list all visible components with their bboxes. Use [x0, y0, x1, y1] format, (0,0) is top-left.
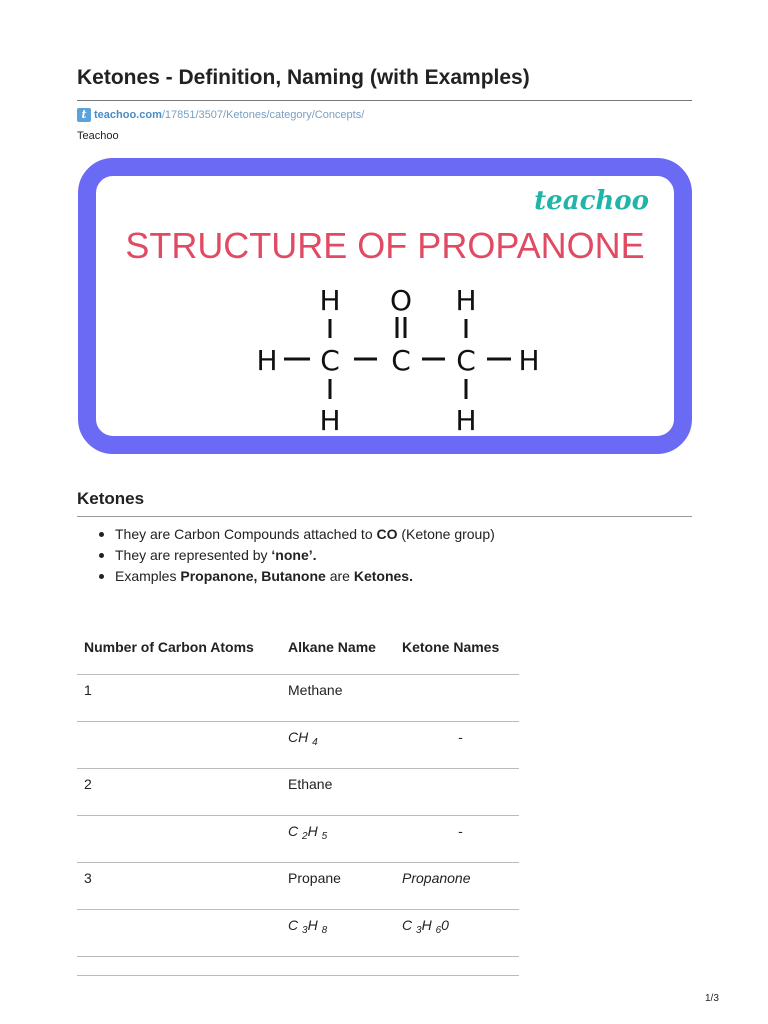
cell-ketone: Propanone	[395, 862, 519, 909]
figure-brand: teachoo	[534, 186, 649, 216]
atom-c3: C	[456, 344, 476, 377]
table-row	[77, 956, 519, 975]
atom-h-top-right: H	[455, 284, 477, 317]
cell-num: 3	[77, 862, 281, 909]
cell-num	[77, 909, 281, 956]
table-header-row	[77, 620, 519, 674]
table-row	[77, 674, 519, 721]
table-row	[77, 815, 519, 862]
cell-alkane: Propane	[281, 862, 395, 909]
header-carbon-atoms: Number of Carbon Atoms	[84, 638, 254, 655]
ketone-facts-list	[98, 524, 495, 587]
cell-alkane: Methane	[281, 674, 395, 721]
atom-h-left: H	[256, 344, 278, 377]
table-row	[77, 909, 519, 956]
list-item: Examples Propanone, Butanone are Ketones.	[98, 566, 495, 587]
source-link[interactable]	[77, 107, 364, 123]
source-path[interactable]: /17851/3507/Ketones/category/Concepts/	[161, 109, 365, 121]
title-divider	[77, 100, 692, 101]
cell-num: 1	[77, 674, 281, 721]
atom-h-bottom-left: H	[319, 404, 341, 437]
table-row	[77, 862, 519, 909]
teachoo-favicon-icon: t	[77, 108, 91, 122]
header-ketone-names: Ketone Names	[402, 638, 500, 655]
cell-ketone	[395, 768, 519, 815]
cell-ketone: -	[395, 815, 519, 862]
list-item: They are Carbon Compounds attached to CO (Ketone group)	[98, 524, 495, 545]
cell-num: 2	[77, 768, 281, 815]
table-row	[77, 721, 519, 768]
cell-ketone	[395, 674, 519, 721]
atom-o-top: O	[389, 284, 413, 317]
atom-h-top-left: H	[319, 284, 341, 317]
list-item: They are represented by ‘none’.	[98, 545, 495, 566]
propanone-structure-figure	[77, 157, 693, 455]
atom-h-right: H	[518, 344, 540, 377]
alkane-ketone-table	[77, 620, 519, 976]
section-divider	[77, 516, 692, 517]
source-domain[interactable]: teachoo.com	[94, 109, 162, 121]
section-heading: Ketones	[77, 489, 145, 508]
cell-alkane: Ethane	[281, 768, 395, 815]
cell-alkane-formula: C $_2$H $_5$	[281, 815, 395, 862]
page-title: Ketones - Definition, Naming (with Examples)	[77, 66, 530, 89]
cell-num	[77, 721, 281, 768]
author: Teachoo	[77, 130, 119, 142]
figure-title: STRUCTURE OF PROPANONE	[125, 225, 645, 266]
atom-c1: C	[320, 344, 340, 377]
atom-c2: C	[391, 344, 411, 377]
header-alkane-name: Alkane Name	[288, 638, 376, 655]
cell-alkane-formula: C $_3$H $_8$	[281, 909, 395, 956]
table-row	[77, 768, 519, 815]
atom-h-bottom-right: H	[455, 404, 477, 437]
cell-alkane-formula: CH $_4$	[281, 721, 395, 768]
cell-ketone: -	[395, 721, 519, 768]
cell-num	[77, 815, 281, 862]
cell-ketone-formula: C $_3$H $_6$0	[395, 909, 519, 956]
page-number: 1/3	[705, 993, 719, 1004]
